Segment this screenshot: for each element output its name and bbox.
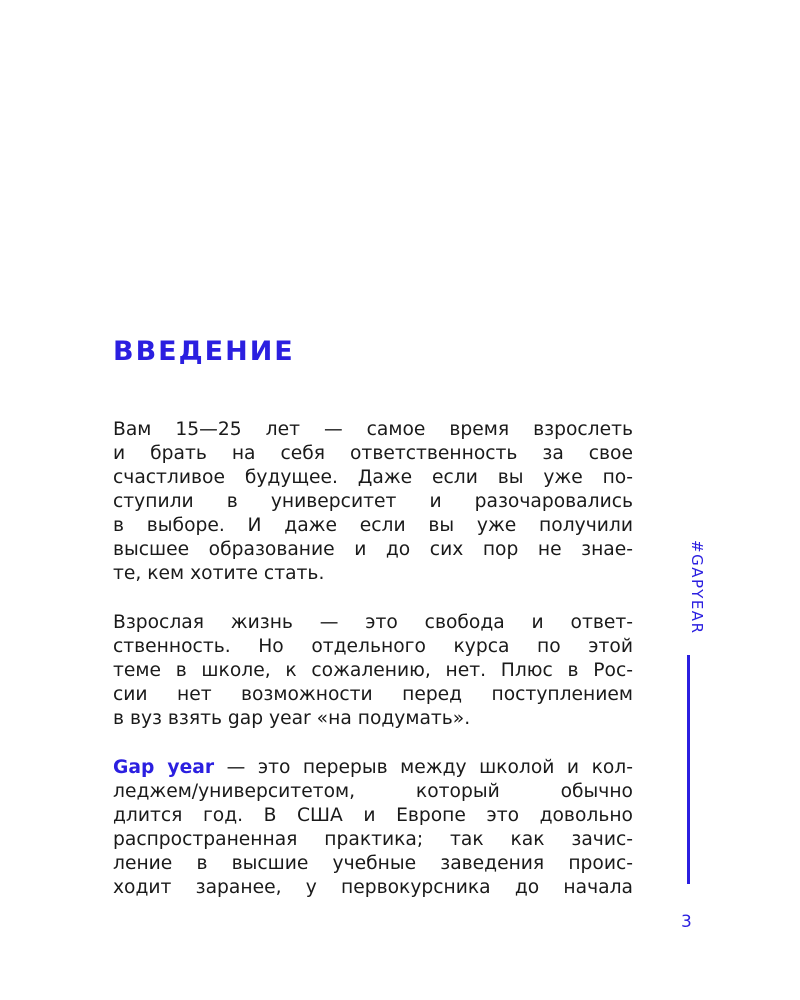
- page-number: 3: [681, 912, 692, 932]
- text-line: леджем/университетом, который обычно: [113, 781, 633, 802]
- text-line: распространенная практика; так как зачис-: [113, 829, 633, 850]
- side-accent-line: [687, 655, 690, 884]
- text-line: те, кем хотите стать.: [113, 563, 325, 584]
- paragraph-1: [113, 418, 633, 586]
- paragraph-2: [113, 611, 633, 731]
- text-line: Взрослая жизнь — это свобода и ответ-: [113, 612, 633, 633]
- text-line: и брать на себя ответственность за свое: [113, 443, 633, 464]
- text-line: сии нет возможности перед поступлением: [113, 684, 633, 705]
- text-line: теме в школе, к сожалению, нет. Плюс в Рос-: [113, 660, 633, 681]
- text-line: ступили в университет и разочаровались: [113, 491, 633, 512]
- gap-year-term: Gap year: [113, 757, 215, 778]
- text-line: длится год. В США и Европе это довольно: [113, 805, 633, 826]
- text-line: счастливое будущее. Даже если вы уже по-: [113, 467, 633, 488]
- paragraph-3: [113, 756, 633, 900]
- chapter-heading: ВВЕДЕНИЕ: [113, 336, 295, 367]
- text-line: высшее образование и до сих пор не знае-: [113, 539, 633, 560]
- text-line: ходит заранее, у первокурсника до начала: [113, 877, 633, 898]
- text-line: Вам 15—25 лет — самое время взрослеть: [113, 419, 633, 440]
- text-line: ление в высшие учебные заведения проис-: [113, 853, 633, 874]
- text-line: ственность. Но отдельного курса по этой: [113, 636, 633, 657]
- text-line: в выборе. И даже если вы уже получили: [113, 515, 633, 536]
- text-line-first: [113, 756, 633, 780]
- body-text: [113, 418, 633, 925]
- side-hashtag: #GAPYEAR: [688, 540, 706, 635]
- text-line-rest: — это перерыв между школой и кол-: [214, 757, 633, 778]
- text-line: в вуз взять gap year «на подумать».: [113, 708, 471, 729]
